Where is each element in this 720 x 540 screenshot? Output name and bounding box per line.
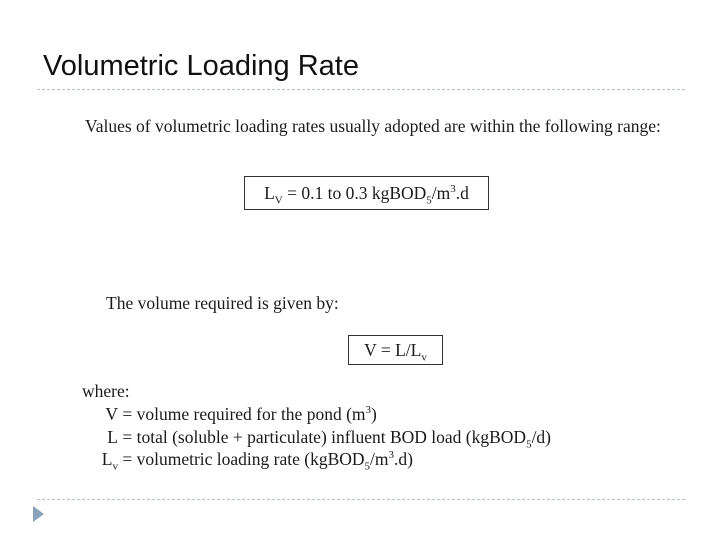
def-v-symbol: V xyxy=(105,404,118,424)
def-lv-symbol-base: L xyxy=(101,449,113,469)
def-lv-superscript: 3 xyxy=(388,449,395,462)
def-l-tail: /d) xyxy=(531,426,552,447)
eq1-unit: /m xyxy=(431,183,451,203)
eq2-subscript: v xyxy=(421,351,427,364)
eq1-bod-subscript: 5 xyxy=(426,194,432,207)
volume-text: The volume required is given by: xyxy=(106,293,339,313)
def-lv-subscript: 5 xyxy=(364,460,371,473)
title-divider xyxy=(37,89,685,90)
slide-title: Volumetric Loading Rate xyxy=(43,50,359,82)
def-l-text: = total (soluble + particulate) influent BOD load (kgBOD xyxy=(118,426,527,447)
definition-v xyxy=(104,403,551,426)
where-label: where: xyxy=(82,381,130,401)
def-lv-mid: /m xyxy=(370,449,389,469)
triangle-bullet-icon xyxy=(33,506,44,522)
eq1-middle: = 0.1 to 0.3 kgBOD xyxy=(282,183,427,203)
def-lv-tail: .d) xyxy=(394,449,413,469)
def-lv-symbol xyxy=(97,448,118,471)
eq1-lhs-subscript: V xyxy=(274,194,283,207)
loading-rate-equation xyxy=(244,176,489,210)
def-v-text: = volume required for the pond (m xyxy=(118,404,366,424)
def-lv-symbol-subscript: v xyxy=(112,460,118,473)
def-lv-text: = volumetric loading rate (kgBOD xyxy=(118,449,365,469)
footer-divider xyxy=(37,499,685,500)
volume-equation xyxy=(348,335,443,365)
eq1-unit-tail: .d xyxy=(455,183,469,203)
def-l-symbol: L xyxy=(107,426,118,447)
intro-paragraph: Values of volumetric loading rates usually adopted are within the following range: xyxy=(85,116,661,136)
definition-lv xyxy=(101,448,551,473)
definition-l xyxy=(104,426,551,449)
def-v-superscript: 3 xyxy=(365,404,372,417)
eq2-body: V = L/L xyxy=(364,340,422,360)
eq1-lhs: L xyxy=(264,183,275,203)
def-v-tail: ) xyxy=(371,404,377,424)
eq1-unit-superscript: 3 xyxy=(450,183,456,196)
definitions-list xyxy=(101,403,552,473)
def-l-subscript: 5 xyxy=(526,438,532,450)
